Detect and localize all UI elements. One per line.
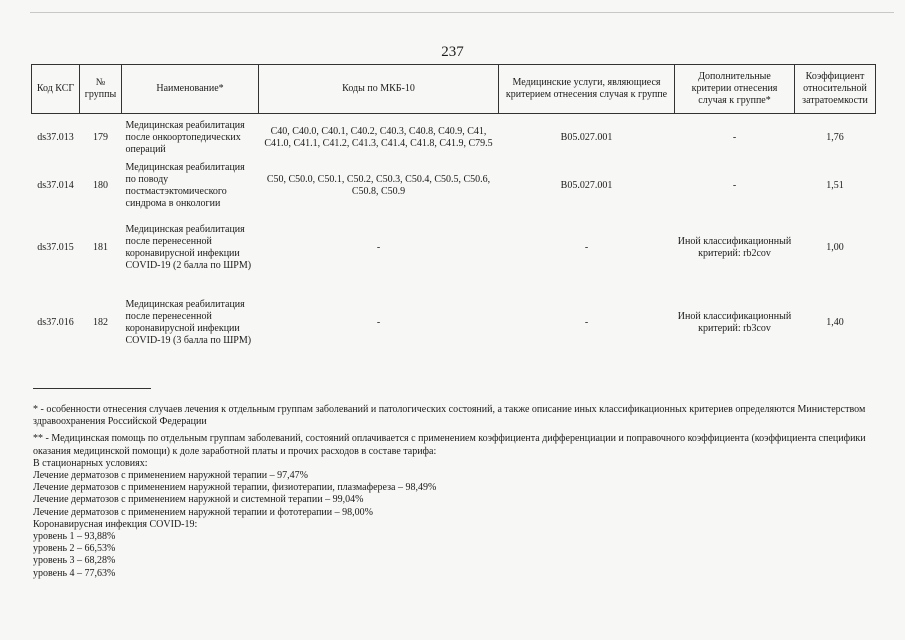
cell-group: 181 [93, 242, 108, 253]
cell-service: B05.027.001 [560, 132, 613, 143]
cell-name: Медицинская реабилитация по поводу постмастэктомического синдрома в онкологии [125, 162, 245, 209]
cell-criteria: - [732, 180, 737, 191]
cell-group: 179 [93, 132, 108, 143]
cell-service: B05.027.001 [560, 180, 613, 191]
header-mkb-codes: Коды по МКБ-10 [259, 65, 499, 114]
footnote-criteria: * - особенности отнесения случаев лечения к отдельным группам заболеваний и патологических состояний, а также описание иных классификационных критериев определяются Министерством здравоохранения Российской Федерации [33, 404, 866, 428]
cell-mkb: - [376, 242, 381, 253]
header-extra-criteria: Дополнительные критерии отнесения случая к группе* [675, 65, 795, 114]
table-row [32, 210, 876, 286]
top-border-line [30, 12, 894, 13]
inpatient-heading: В стационарных условиях: [33, 457, 148, 469]
covid-level: уровень 1 – 93,88% [33, 531, 116, 543]
cell-code: ds37.013 [37, 132, 74, 143]
cell-service: - [584, 317, 589, 328]
table-header-row [32, 65, 876, 114]
footnotes [33, 404, 873, 580]
covid-level: уровень 4 – 77,63% [33, 567, 116, 579]
cell-code: ds37.015 [37, 242, 74, 253]
table-row [32, 114, 876, 163]
derm-line: Лечение дерматозов с применением наружной терапии и фототерапии – 98,00% [33, 506, 373, 518]
cell-name: Медицинская реабилитация после перенесенной коронавирусной инфекции COVID-19 (2 балла по ШРМ) [125, 224, 252, 271]
table-row [32, 286, 876, 360]
covid-level: уровень 2 – 66,53% [33, 543, 116, 555]
cell-code: ds37.016 [37, 317, 74, 328]
header-group-number: № группы [80, 65, 122, 114]
cell-coef: 1,76 [826, 132, 844, 143]
cell-group: 180 [93, 180, 108, 191]
cell-criteria: - [732, 132, 737, 143]
cell-name: Медицинская реабилитация после онкоортопедических операций [125, 120, 245, 155]
covid-heading: Коронавирусная инфекция COVID-19: [33, 518, 198, 530]
cell-mkb: - [376, 317, 381, 328]
cell-code: ds37.014 [37, 180, 74, 191]
cell-group: 182 [93, 317, 108, 328]
derm-line: Лечение дерматозов с применением наружной терапии, физиотерапии, плазмафереза – 98,49% [33, 482, 437, 494]
cell-service: - [584, 242, 589, 253]
header-coefficient: Коэффициент относительной затратоемкости [795, 65, 876, 114]
cell-coef: 1,51 [826, 180, 844, 191]
table-row [32, 162, 876, 210]
cell-coef: 1,00 [826, 242, 844, 253]
cell-coef: 1,40 [826, 317, 844, 328]
cell-criteria: Иной классификационный критерий: rb3cov [677, 311, 792, 334]
covid-level: уровень 3 – 68,28% [33, 555, 116, 567]
derm-line: Лечение дерматозов с применением наружной и системной терапии – 99,04% [33, 494, 364, 506]
cell-mkb: C40, C40.0, C40.1, C40.2, C40.3, C40.8, C40.9, C41, C41.0, C41.1, C41.2, C41.3, C41.4, C41.8, C41.9, C79.5 [264, 126, 493, 149]
header-services: Медицинские услуги, являющиеся критерием отнесения случая к группе [499, 65, 675, 114]
header-ksg-code: Код КСГ [32, 65, 80, 114]
cell-criteria: Иной классификационный критерий: rb2cov [677, 236, 792, 259]
cell-name: Медицинская реабилитация после перенесенной коронавирусной инфекции COVID-19 (3 балла по ШРМ) [125, 299, 252, 346]
ksg-table [31, 64, 876, 360]
derm-line: Лечение дерматозов с применением наружной терапии – 97,47% [33, 470, 308, 482]
footnote-separator [33, 388, 151, 389]
cell-mkb: C50, C50.0, C50.1, C50.2, C50.3, C50.4, C50.5, C50.6, C50.8, C50.9 [266, 174, 491, 197]
header-name: Наименование* [122, 65, 259, 114]
page-number: 237 [441, 44, 464, 60]
footnote-coefficients: ** - Медицинская помощь по отдельным группам заболеваний, состояний оплачивается с применением коэффициента дифференциации и поправочного коэффициента (коэффициента специфики оказания медицинской помощи) к доле заработной платы и прочих расходов в составе тарифа: [33, 433, 866, 457]
